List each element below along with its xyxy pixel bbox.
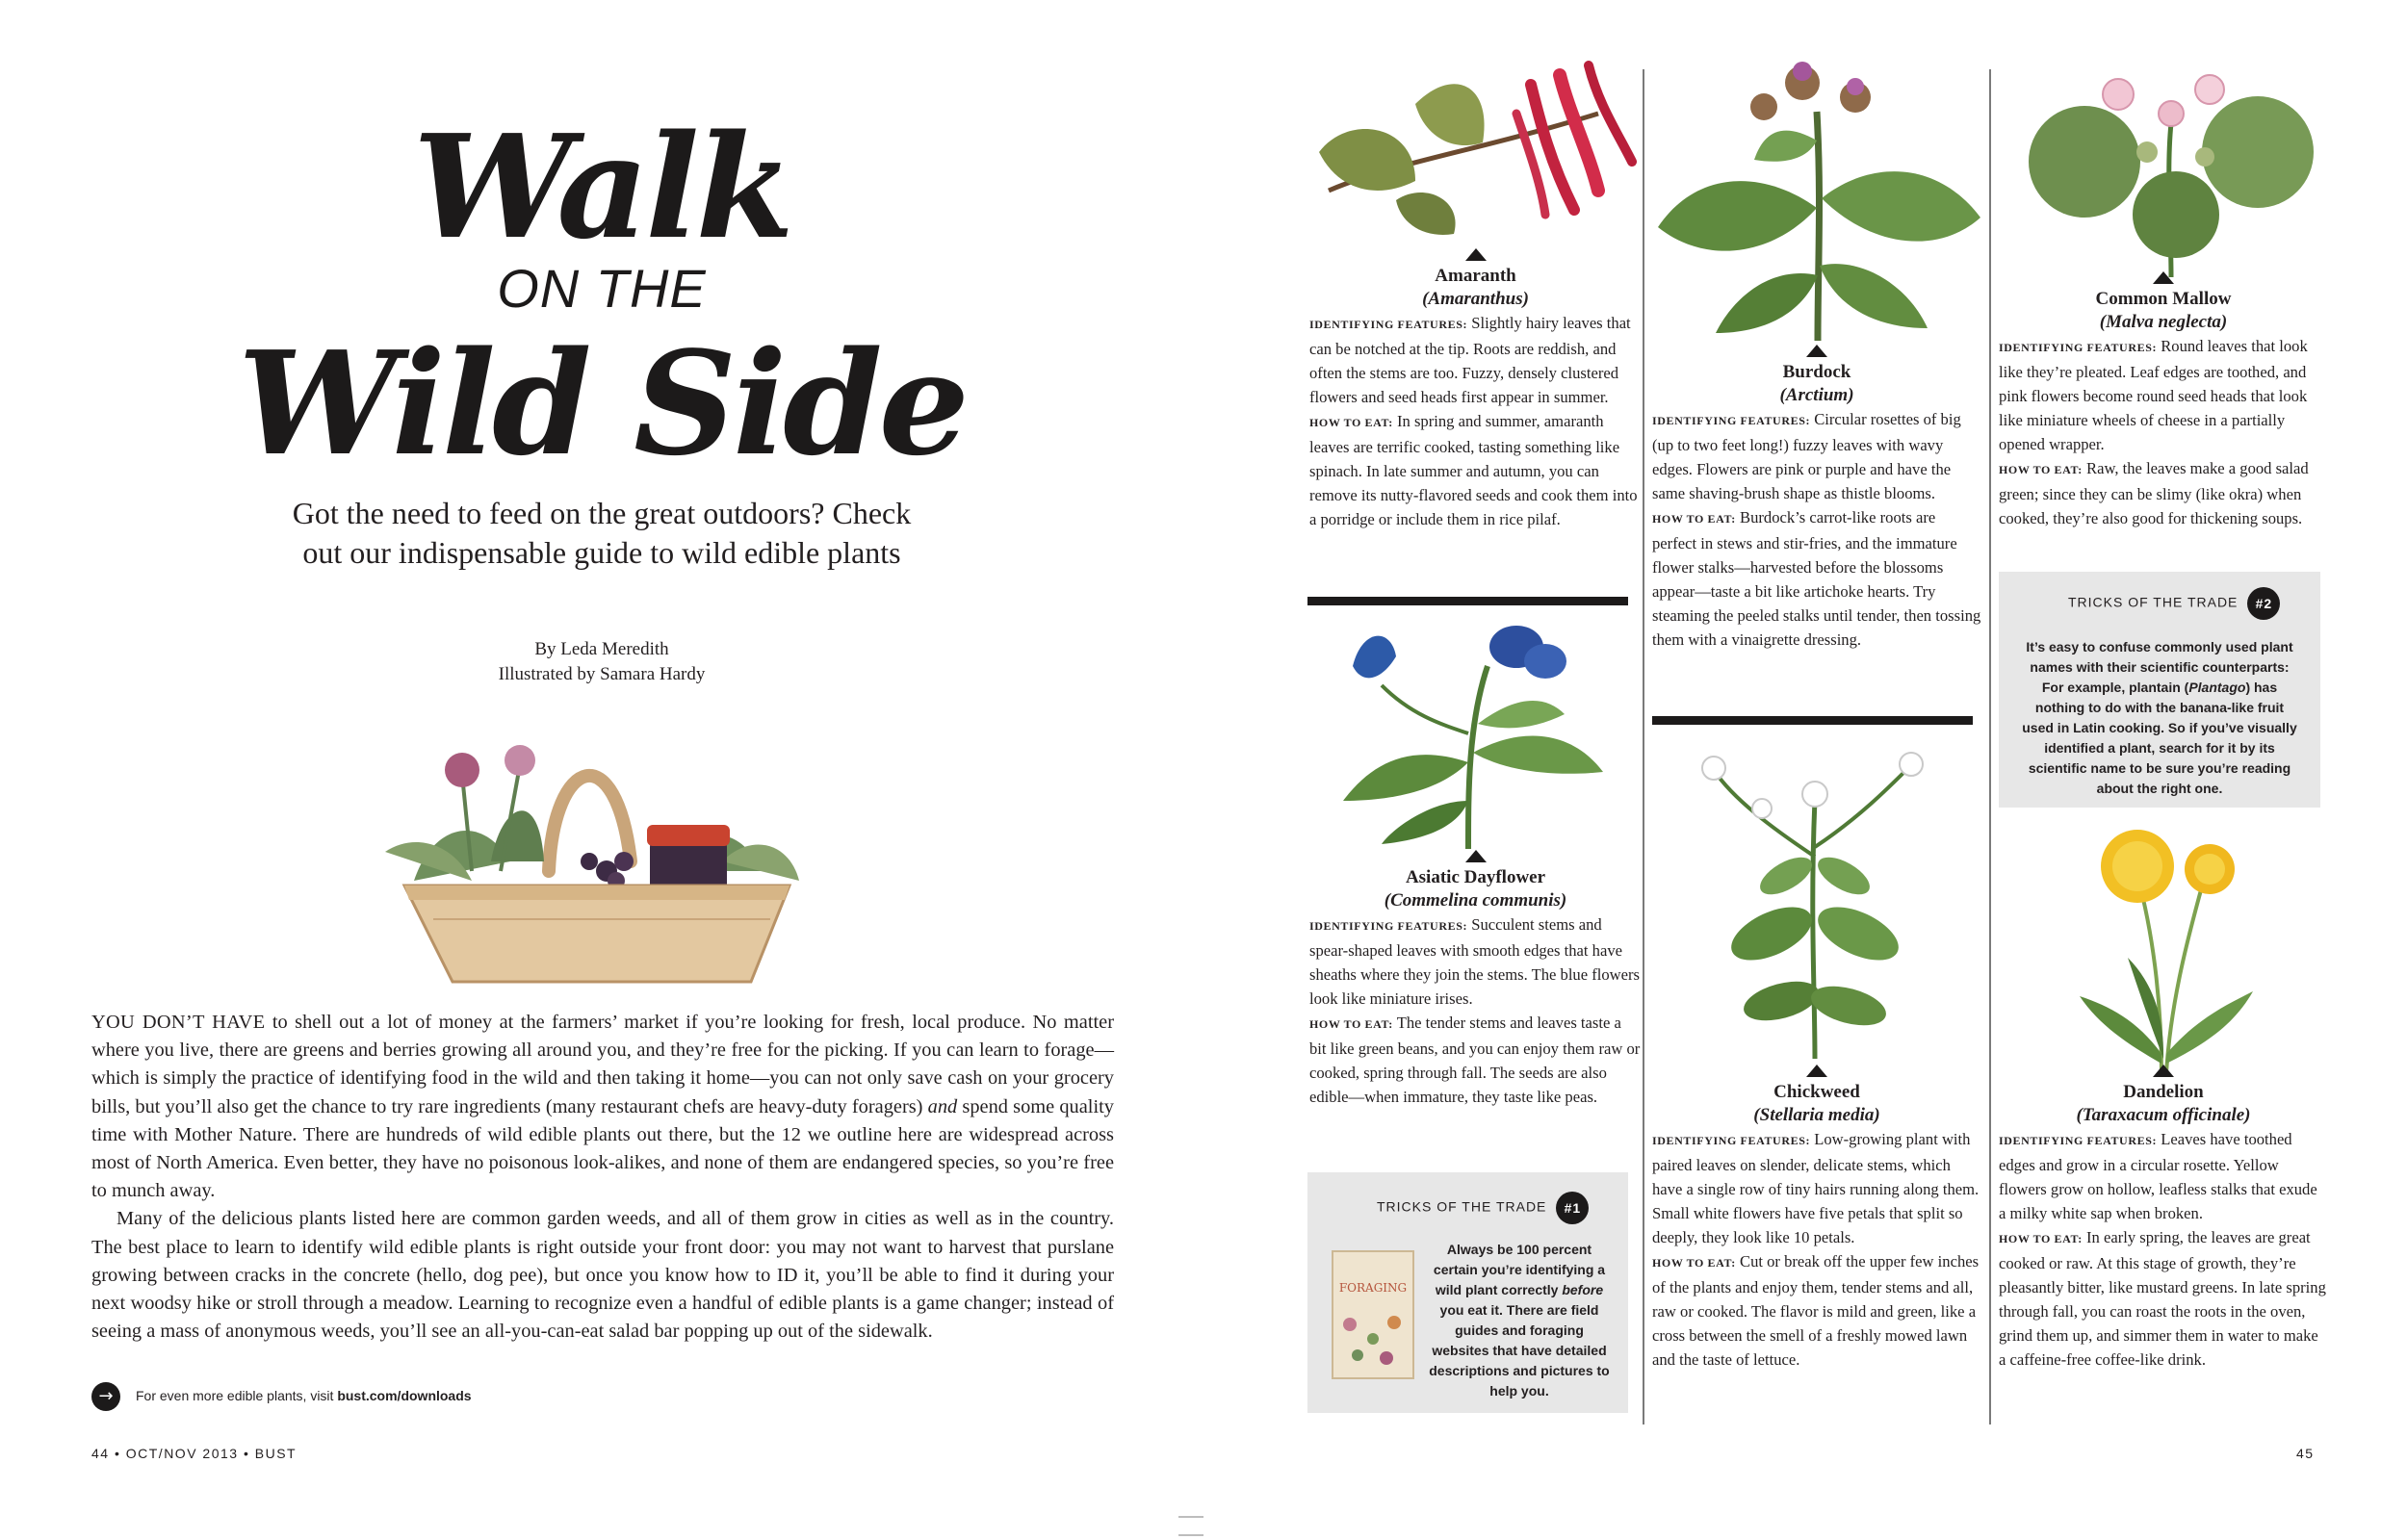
features-label: IDENTIFYING FEATURES:	[1999, 341, 2158, 354]
how-to-eat-text: Burdock’s carrot-like roots are perfect in stews and stir-fries, and the immature flower stalks—harvested before the blossoms appear—taste a bit like artichoke hearts. Try steaming the peeled stalks until tender, then tossing them with a vinaigrette dressing.	[1652, 508, 1981, 649]
features-text: Low-growing plant with paired leaves on slender, delicate stems, which have a single row of tiny hairs running along them. Small white flowers have five petals that split so deeply, they look like 10 petals.	[1652, 1130, 1980, 1246]
plant-description	[1309, 912, 1642, 1109]
features-text: Circular rosettes of big (up to two feet long!) fuzzy leaves with wavy edges. Flowers are pink or purple and have the same shaving-brush shape as thistle blooms.	[1652, 410, 1961, 502]
tricks-heading: TRICKS OF THE TRADE #1	[1377, 1192, 1589, 1224]
plant-name: Burdock	[1782, 362, 1851, 382]
book-cover-title: FORAGING	[1338, 1281, 1408, 1295]
plant-scientific-name: (Malva neglecta)	[2099, 312, 2228, 332]
plant-scientific-name: (Stellaria media)	[1753, 1105, 1880, 1125]
how-to-eat-text: The tender stems and leaves taste a bit like green beans, and you can enjoy them raw or cooked, spring through fall. The seeds are also edible—when immature, they taste like peas.	[1309, 1014, 1641, 1106]
title-wild-side: Wild Side	[238, 320, 966, 487]
how-to-eat-label: HOW TO EAT:	[1652, 1256, 1736, 1270]
how-to-eat-label: HOW TO EAT:	[1999, 1232, 2083, 1245]
tricks-number-badge: #1	[1556, 1192, 1589, 1224]
intro-p1-part-a: to shell out a lot of money at the farmers’ market if you’re looking for fresh, local produce. No matter where you live, there are greens and berries growing all around you, and they’re free for the picking. If you can learn to forage—which is simply the practice of identifying food in the wild and then taking it home—you can not only save cash on your grocery bills, but you’ll also get the chance to try rare ingredients (many restaurant chefs are heavy-duty foragers)	[91, 1012, 1114, 1117]
chickweed-illustration	[1695, 741, 1935, 1059]
intro-p1-part-b: spend some quality time with Mother Nature. There are hundreds of wild edible plants out there, but the 12 we outline here are widespread across most of North America. Even better, they have no poisonous look-alikes, and none of them are endangered species, so you’re free to munch away.	[91, 1095, 1114, 1202]
intro-paragraph-2: Many of the delicious plants listed here are common garden weeds, and all of them grow in cities as well as in the country. The best place to learn to identify wild edible plants is right outside your front door: you may not want to harvest that purslane growing between cracks in the concrete (hello, dog pee), but once you know how to ID it, you’ll be able to find it during your next woodsy hike or stroll through a meadow. Learning to recognize even a handful of edible plants is a game changer; instead of seeing a mass of anonymous weeds, you’ll see an all-you-can-eat salad bar popping up out of the sidewalk.	[91, 1208, 1114, 1343]
triangle-pointer-icon	[1806, 1065, 1827, 1077]
tricks-heading: TRICKS OF THE TRADE #2	[2068, 587, 2280, 620]
plant-name: Chickweed	[1773, 1082, 1860, 1102]
features-text: Leaves have toothed edges and grow in a circular rosette. Yellow flowers grow on hollow, leafless stalks that exude a milky white sap when broken.	[1999, 1130, 2317, 1222]
triangle-pointer-icon	[1806, 345, 1827, 357]
plant-name: Asiatic Dayflower	[1405, 867, 1546, 887]
how-to-eat-label: HOW TO EAT:	[1999, 463, 2083, 476]
common-mallow-illustration	[2012, 56, 2330, 277]
column-rule-1	[1643, 69, 1644, 1424]
foraging-book-cover	[1329, 1247, 1417, 1382]
dandelion-illustration	[2070, 823, 2263, 1073]
burdock-illustration	[1648, 54, 1987, 341]
plant-card-asiatic-dayflower	[1309, 850, 1642, 1109]
how-to-eat-text: In spring and summer, amaranth leaves are terrific cooked, tasting something like spinach. In late summer and autumn, you can remove its nutty-flavored seeds and cook them into a porridge or include them in rice pilaf.	[1309, 412, 1638, 528]
arrow-right-circle-icon: →	[91, 1382, 120, 1411]
folio-left: 44 • OCT/NOV 2013 • BUST	[91, 1446, 298, 1461]
features-text: Slightly hairy leaves that can be notched at the tip. Roots are reddish, and often the stems are too. Fuzzy, densely clustered flowers and seed heads first appear in summer.	[1309, 314, 1631, 406]
plant-card-dandelion	[1999, 1065, 2328, 1372]
triangle-pointer-icon	[1465, 850, 1487, 862]
tricks-body: Always be 100 percent certain you’re identifying a wild plant correctly before you eat it. There are field guides and foraging websites that have detailed descriptions and pictures to help you.	[1429, 1242, 1610, 1399]
features-text: Succulent stems and spear-shaped leaves with smooth edges that have sheaths where they join the stems. The blue flowers look like miniature irises.	[1309, 915, 1641, 1008]
plant-description	[1999, 334, 2328, 530]
plant-card-chickweed	[1652, 1065, 1981, 1372]
folio-right: 45	[2296, 1446, 2315, 1461]
plant-description	[1309, 311, 1642, 531]
amaranth-illustration	[1309, 46, 1642, 244]
tricks-of-the-trade-1	[1307, 1172, 1628, 1413]
plant-name: Dandelion	[2123, 1082, 2204, 1102]
how-to-eat-label: HOW TO EAT:	[1309, 1017, 1393, 1031]
plant-description	[1999, 1127, 2328, 1372]
tricks-of-the-trade-2	[1999, 572, 2320, 808]
plant-name: Amaranth	[1435, 266, 1516, 286]
plant-card-amaranth	[1309, 248, 1642, 531]
more-plants-text: For even more edible plants, visit bust.com/downloads	[136, 1388, 472, 1403]
how-to-eat-text: In early spring, the leaves are great cooked or raw. At this stage of growth, they’re pleasantly bitter, like mustard greens. In late spring through fall, you can roast the roots in the oven, grind them up, and simmer them in water to make a caffeine-free coffee-like drink.	[1999, 1228, 2326, 1369]
title-on-the: ON THE	[497, 258, 707, 319]
intro-p1-emphasis: and	[927, 1095, 958, 1117]
features-label: IDENTIFYING FEATURES:	[1309, 919, 1468, 933]
triangle-pointer-icon	[1465, 248, 1487, 261]
features-label: IDENTIFYING FEATURES:	[1309, 318, 1468, 331]
plant-description	[1652, 1127, 1981, 1372]
how-to-eat-text: Cut or break off the upper few inches of the plants and enjoy them, tender stems and all, raw or cooked. The flavor is mild and green, like a cross between the smell of a freshly mowed lawn and the taste of lettuce.	[1652, 1252, 1980, 1369]
divider-bar-2	[1652, 716, 1973, 725]
how-to-eat-text: Raw, the leaves make a good salad green; since they can be slimy (like okra) when cooked, they’re also good for thickening soups.	[1999, 459, 2309, 527]
intro-lead: YOU DON’T HAVE	[91, 1012, 266, 1033]
plant-scientific-name: (Arctium)	[1779, 385, 1854, 405]
how-to-eat-label: HOW TO EAT:	[1309, 416, 1393, 429]
plant-card-burdock	[1652, 345, 1981, 652]
plant-scientific-name: (Taraxacum officinale)	[2076, 1105, 2251, 1125]
more-plants-link[interactable]: bust.com/downloads	[337, 1388, 472, 1403]
features-label: IDENTIFYING FEATURES:	[1652, 414, 1811, 427]
triangle-pointer-icon	[2153, 1065, 2174, 1077]
plant-card-common-mallow	[1999, 271, 2328, 530]
byline-illustrator: Illustrated by Samara Hardy	[498, 664, 706, 684]
asiatic-dayflower-illustration	[1324, 608, 1613, 849]
tricks-body: It’s easy to confuse commonly used plant names with their scientific counterparts: For example, plantain (Plantago) has nothing to do with the banana-like fruit used in Latin cooking. So if you’ve visually identified a plant, search for it by its scientific name to be sure you’re reading about the right one.	[2022, 639, 2297, 796]
plant-description	[1652, 407, 1981, 652]
plant-scientific-name: (Amaranthus)	[1422, 289, 1529, 309]
byline-author: By Leda Meredith	[534, 639, 669, 659]
plant-name: Common Mallow	[2095, 289, 2232, 309]
intro-text	[91, 1009, 1114, 1346]
title-walk: Walk	[412, 103, 790, 270]
article-dek: Got the need to feed on the great outdoors? Check out our indispensable guide to wild edible plants	[292, 496, 912, 570]
triangle-pointer-icon	[2153, 271, 2174, 284]
basket-illustration	[375, 717, 818, 996]
how-to-eat-label: HOW TO EAT:	[1652, 512, 1736, 526]
plant-scientific-name: (Commelina communis)	[1384, 890, 1567, 911]
features-label: IDENTIFYING FEATURES:	[1999, 1134, 2158, 1147]
divider-bar-1	[1307, 597, 1628, 605]
byline	[385, 637, 818, 687]
tricks-number-badge: #2	[2247, 587, 2280, 620]
features-text: Round leaves that look like they’re pleated. Leaf edges are toothed, and pink flowers become round seed heads that look like miniature wheels of cheese in a partially opened wrapper.	[1999, 337, 2308, 453]
column-rule-2	[1989, 69, 1991, 1424]
features-label: IDENTIFYING FEATURES:	[1652, 1134, 1811, 1147]
intro-paragraph-1	[91, 1009, 1114, 1205]
